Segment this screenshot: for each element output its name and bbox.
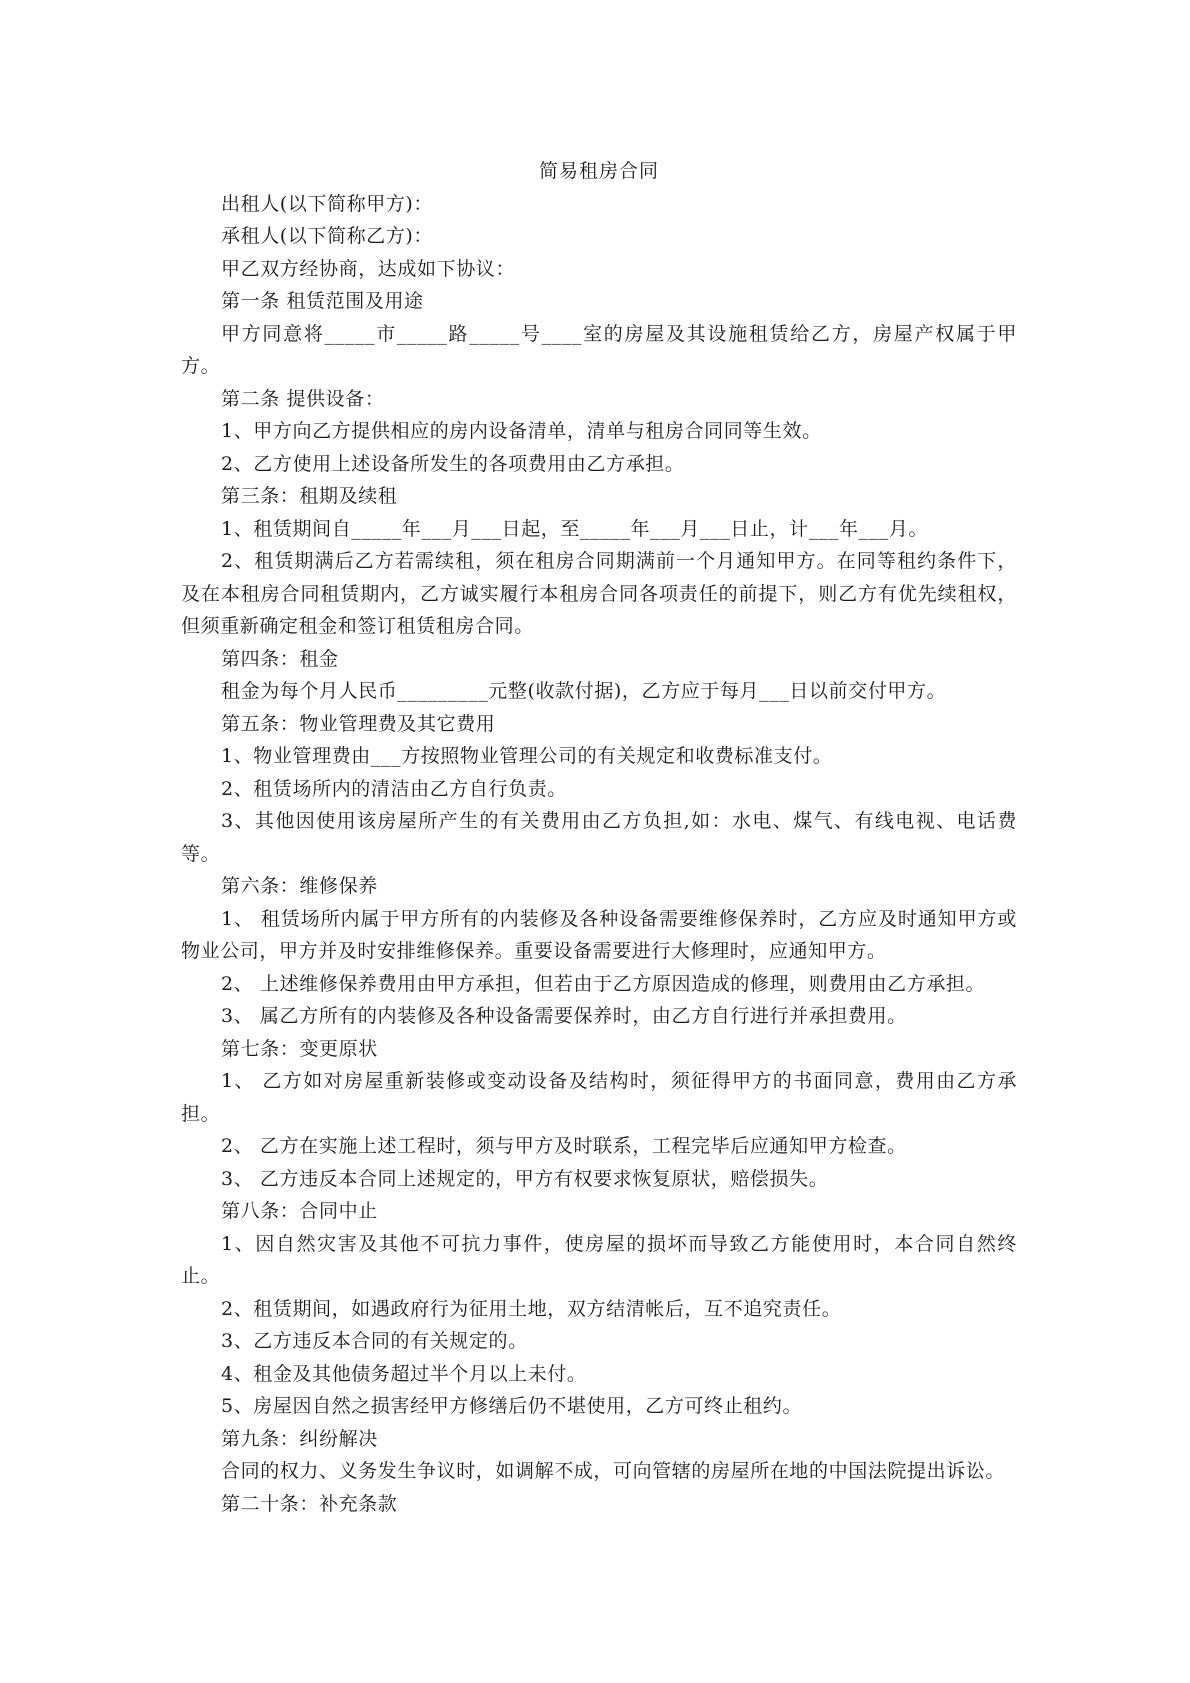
article-7-heading: 第七条：变更原状 [221,1037,378,1060]
article-1-text: 甲方同意将_____市_____路_____号____室的房屋及其设施租赁给乙方，房屋产权属于甲方。 [181,322,1017,377]
article-5-item-1: 1、物业管理费由___方按照物业管理公司的有关规定和收费标准支付。 [221,745,833,767]
article-8-item-5: 5、房屋因自然之损害经甲方修缮后仍不堪使用，乙方可终止租约。 [221,1395,803,1417]
article-8-heading: 第八条：合同中止 [221,1200,378,1222]
article-5-heading: 第五条：物业管理费及其它费用 [221,712,496,735]
article-9-heading: 第九条：纠纷解决 [221,1427,378,1450]
paragraph-agreement: 甲乙双方经协商，达成如下协议： [221,257,516,280]
paragraph-lessee: 承租人(以下简称乙方)： [221,225,434,247]
article-2-heading: 第二条 提供设备： [221,387,385,410]
article-4-text: 租金为每个月人民币_________元整(收款付据)，乙方应于每月___日以前交付甲方。 [221,680,947,702]
article-2-item-2: 2、乙方使用上述设备所发生的各项费用由乙方承担。 [221,452,685,475]
article-6-heading: 第六条：维修保养 [221,875,378,897]
article-8-item-1: 1、因自然灾害及其他不可抗力事件，使房屋的损坏而导致乙方能使用时，本合同自然终止。 [181,1232,1017,1287]
article-6-item-3: 3、 属乙方所有的内装修及各种设备需要保养时，由乙方自行进行并承担费用。 [221,1005,907,1027]
article-6-item-1: 1、 租赁场所内属于甲方所有的内装修及各种设备需要维修保养时，乙方应及时通知甲方或物业公司，甲方并及时安排维修保养。重要设备需要进行大修理时，应通知甲方。 [181,907,1017,962]
article-7-item-1: 1、 乙方如对房屋重新装修或变动设备及结构时，须征得甲方的书面同意，费用由乙方承担。 [181,1070,1017,1125]
document-body [181,155,1017,1520]
article-5-item-3: 3、其他因使用该房屋所产生的有关费用由乙方负担,如：水电、煤气、有线电视、电话费等。 [181,810,1017,865]
article-7-item-2: 2、 乙方在实施上述工程时，须与甲方及时联系，工程完毕后应通知甲方检查。 [221,1135,907,1157]
article-7-item-3: 3、 乙方违反本合同上述规定的，甲方有权要求恢复原状，赔偿损失。 [221,1167,829,1190]
document-title: 简易租房合同 [538,160,659,182]
article-1-heading: 第一条 租赁范围及用途 [221,290,424,312]
article-8-item-2: 2、租赁期间，如遇政府行为征用土地，双方结清帐后，互不追究责任。 [221,1297,842,1320]
article-8-item-3: 3、乙方违反本合同的有关规定的。 [221,1330,528,1352]
article-5-item-2: 2、租赁场所内的清洁由乙方自行负责。 [221,777,567,800]
article-3-item-2: 2、租赁期满后乙方若需续租，须在租房合同期满前一个月通知甲方。在同等租约条件下，及在本租房合同租赁期内，乙方诚实履行本租房合同各项责任的前提下，则乙方有优先续租权，但须重新确定租金和签订租赁租房合同。 [181,550,1017,637]
article-2-item-1: 1、甲方向乙方提供相应的房内设备清单，清单与租房合同同等生效。 [221,420,822,442]
article-6-item-2: 2、 上述维修保养费用由甲方承担，但若由于乙方原因造成的修理，则费用由乙方承担。 [221,972,986,995]
article-9-text: 合同的权力、义务发生争议时，如调解不成，可向管辖的房屋所在地的中国法院提出诉讼。 [221,1460,1006,1482]
paragraph-lessor: 出租人(以下简称甲方)： [221,192,434,215]
article-4-heading: 第四条：租金 [221,647,339,670]
article-3-heading: 第三条：租期及续租 [221,485,398,507]
article-8-item-4: 4、租金及其他债务超过半个月以上未付。 [221,1362,587,1385]
article-3-item-1: 1、租赁期间自_____年___月___日起，至_____年___月___日止，计___年___月。 [221,517,929,540]
article-20-heading: 第二十条：补充条款 [221,1492,398,1515]
